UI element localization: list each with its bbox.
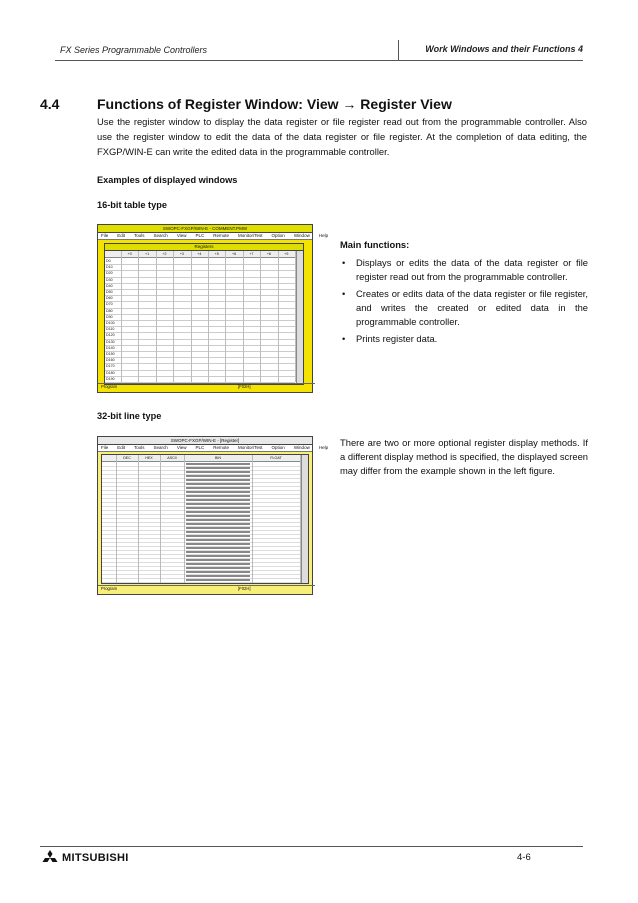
table32-menu-item[interactable]: Tools: [134, 445, 145, 450]
line-grid-value-placeholder: [186, 535, 250, 537]
table16-status-right: [F02H]: [238, 384, 251, 389]
header-left-title: FX Series Programmable Controllers: [60, 45, 208, 55]
examples-heading: Examples of displayed windows: [97, 175, 238, 185]
table32-menu-item[interactable]: Edit: [117, 445, 126, 450]
grid-col-line: [278, 251, 279, 382]
grid-row-label: D190: [106, 376, 115, 381]
table16-menu-item[interactable]: Tools: [134, 233, 145, 238]
table16-menu-item[interactable]: PLC: [195, 233, 205, 238]
grid-row-label: D10: [106, 265, 113, 270]
grid-col-line: [138, 251, 139, 382]
table32-client-area: [98, 452, 312, 594]
table16-status-text: Program: [101, 384, 118, 389]
line-grid-col-line: [252, 455, 253, 583]
line-grid-value-placeholder: [186, 527, 250, 529]
section-title: Functions of Register Window: View → Register View: [97, 96, 452, 112]
header-divider: [398, 40, 399, 60]
line-grid-value-placeholder: [186, 519, 250, 521]
main-function-item: • Prints register data.: [340, 332, 588, 346]
header-right-title: Work Windows and their Functions 4: [425, 44, 583, 54]
line-grid-value-placeholder: [186, 499, 250, 501]
line-grid-col-line: [160, 455, 161, 583]
table16-menu-item[interactable]: Search: [153, 233, 168, 238]
line-grid-col-line: [184, 455, 185, 583]
grid-col-line: [121, 251, 122, 382]
grid-row-label: D0: [106, 259, 111, 263]
table16-menu-item[interactable]: File: [101, 233, 109, 238]
table32-heading: 32-bit line type: [97, 411, 162, 421]
grid-row-line: [105, 264, 295, 265]
grid-row-line: [105, 295, 295, 296]
table32-menu-item[interactable]: PLC: [195, 445, 205, 450]
line-grid-value-placeholder: [186, 547, 250, 549]
grid-column-header: +8: [266, 252, 271, 256]
line-grid-value-placeholder: [186, 483, 250, 485]
grid-row-label: D50: [106, 290, 113, 294]
grid-column-header: +2: [162, 252, 167, 256]
grid-col-line: [260, 251, 261, 382]
main-function-item: • Displays or edits the data of the data register or file register read out from the programmable controller.: [340, 256, 588, 284]
line-grid-column-header: DEC: [123, 456, 131, 460]
line-grid-value-placeholder: [186, 515, 250, 517]
grid-row-line: [105, 339, 295, 340]
grid-row-line: [105, 351, 295, 352]
main-function-item: • Creates or edits data of the data register or file register, and writes the created or edited data in the programmable controller.: [340, 287, 588, 329]
table32-titlebar: SWOPC-FXGP/WIN-E - [Register]: [98, 437, 312, 445]
register-16bit-screenshot: [97, 224, 329, 393]
line-grid-col-line: [138, 455, 139, 583]
line-grid-value-placeholder: [186, 539, 250, 541]
line-grid-column-header: BIN: [215, 456, 221, 460]
grid-row-line: [105, 357, 295, 358]
line-grid-value-placeholder: [186, 507, 250, 509]
line-grid-value-placeholder: [186, 575, 250, 577]
grid-col-line: [191, 251, 192, 382]
intro-paragraph: Use the register window to display the data register or file register read out from the programmable controller. Also use the register window to edit the data of the data register or file register. At the completion of data editing, the FXGP/WIN-E can write the edited data in the programmable controller.: [97, 116, 587, 157]
grid-column-header: +5: [214, 252, 219, 256]
grid-row-label: D80: [106, 308, 113, 313]
grid-column-header: +0: [127, 252, 132, 256]
line-grid-value-placeholder: [186, 531, 250, 533]
grid-row-label: D20: [106, 271, 113, 276]
table32-menu-item[interactable]: Window: [293, 445, 310, 450]
table32-menu-item[interactable]: Search: [153, 445, 168, 450]
line-grid-value-placeholder: [186, 487, 250, 489]
table16-menu-item[interactable]: Option: [271, 233, 285, 238]
grid-row-label: D170: [106, 364, 115, 369]
line-grid-value-placeholder: [186, 475, 250, 477]
grid-row-label: D140: [106, 345, 115, 350]
grid-row-label: D90: [106, 314, 113, 319]
grid-row-line: [105, 308, 295, 309]
line-grid-value-placeholder: [186, 543, 250, 545]
section-number: 4.4: [40, 96, 60, 112]
line-grid-column-header: ASCII: [167, 456, 177, 460]
table32-menu-item[interactable]: File: [101, 445, 109, 450]
grid-row-label: D120: [106, 333, 115, 338]
grid-row-label: D130: [106, 339, 115, 344]
table32-status-right: [F02H]: [238, 586, 251, 591]
grid-row-label: D110: [106, 327, 115, 332]
line-grid-value-placeholder: [186, 523, 250, 525]
line-grid-value-placeholder: [186, 567, 250, 569]
table32-menu-item[interactable]: View: [176, 445, 187, 450]
table32-menu-item[interactable]: Remote: [213, 445, 230, 450]
line-grid-value-placeholder: [186, 571, 250, 573]
grid-column-header: +1: [145, 252, 150, 256]
grid-col-line: [173, 251, 174, 382]
table16-titlebar: SWOPC-FXGP/WIN-E - COMMENT.PMW: [98, 225, 312, 233]
page-number: 4-6: [517, 852, 531, 863]
grid-row-line: [105, 270, 295, 271]
grid-column-header: +6: [232, 252, 237, 256]
line-grid-value-placeholder: [186, 495, 250, 497]
line-grid-value-placeholder: [186, 579, 250, 581]
grid-row-line: [105, 320, 295, 321]
table16-menubar: [98, 233, 329, 240]
grid-row-label: D100: [106, 321, 115, 325]
table32-status-text: Program: [101, 586, 118, 591]
grid-col-line: [208, 251, 209, 382]
table16-heading: 16-bit table type: [97, 200, 167, 210]
line-grid-value-placeholder: [186, 555, 250, 557]
grid-column-header: +3: [179, 252, 184, 256]
table16-menu-item[interactable]: Remote: [213, 233, 230, 238]
table32-menu-item[interactable]: Monitor/Test: [238, 445, 263, 450]
grid-row-line: [105, 332, 295, 333]
line-grid-scrollbar[interactable]: [301, 455, 308, 583]
table32-statusbar: [98, 585, 315, 592]
line-grid-value-placeholder: [186, 491, 250, 493]
table16-menu-item[interactable]: Edit: [117, 233, 126, 238]
grid-row-line: [105, 326, 295, 327]
grid-column-header: +9: [284, 252, 289, 256]
table16-menu-item[interactable]: Help: [318, 233, 329, 238]
grid-row-line: [105, 370, 295, 371]
grid-row-label: D160: [106, 358, 115, 363]
grid-row-line: [105, 376, 295, 377]
table32-menubar: [98, 445, 329, 452]
line-grid-value-placeholder: [186, 479, 250, 481]
table16-statusbar: [98, 383, 315, 390]
footer-rule: [40, 846, 583, 847]
grid-scrollbar[interactable]: [296, 251, 303, 383]
grid-row-label: D180: [106, 370, 115, 375]
three-diamonds-icon: [41, 850, 59, 866]
main-functions-block: [340, 238, 588, 346]
line-grid-col-line: [116, 455, 117, 583]
grid-row-line: [105, 289, 295, 290]
line-grid-row-line: [102, 582, 302, 583]
grid-row-line: [105, 363, 295, 364]
table16-menu-item[interactable]: Monitor/Test: [238, 233, 263, 238]
grid-row-line: [105, 301, 295, 302]
grid-row-label: D150: [106, 352, 115, 356]
header-rule: [55, 60, 583, 61]
table32-menu-item[interactable]: Option: [271, 445, 285, 450]
line-grid-value-placeholder: [186, 467, 250, 469]
table32-note: There are two or more optional register display methods. If a different display method is specified, the displayed screen may differ from the example shown in the left figure.: [340, 437, 588, 476]
main-functions-title: Main functions:: [340, 239, 410, 250]
register-line-grid: [101, 454, 309, 584]
line-grid-value-placeholder: [186, 563, 250, 565]
grid-column-header: +7: [249, 252, 254, 256]
grid-row-line: [105, 345, 295, 346]
table16-client-area: [98, 240, 312, 392]
grid-row-line: [105, 283, 295, 284]
grid-row-line: [105, 277, 295, 278]
mitsubishi-logo: [41, 850, 129, 866]
line-grid-column-header: HEX: [145, 456, 153, 460]
table32-menu-item[interactable]: Help: [318, 445, 329, 450]
table16-menu-item[interactable]: Window: [293, 233, 310, 238]
line-grid-value-placeholder: [186, 551, 250, 553]
register-32bit-screenshot: [97, 436, 329, 595]
grid-row-label: D30: [106, 277, 113, 282]
line-grid-value-placeholder: [186, 511, 250, 513]
brand-name: MITSUBISHI: [62, 852, 129, 864]
line-grid-value-placeholder: [186, 463, 250, 465]
grid-row-label: D60: [106, 296, 113, 301]
grid-column-header: +4: [197, 252, 202, 256]
grid-col-line: [225, 251, 226, 382]
grid-col-line: [243, 251, 244, 382]
grid-row-line: [105, 314, 295, 315]
line-grid-column-header: FLOAT: [270, 456, 282, 460]
registers-grid: [105, 251, 303, 383]
line-grid-value-placeholder: [186, 503, 250, 505]
line-grid-value-placeholder: [186, 559, 250, 561]
grid-col-line: [156, 251, 157, 382]
grid-row-label: D70: [106, 302, 113, 307]
table16-menu-item[interactable]: View: [176, 233, 187, 238]
registers-subwindow-title: Registers: [105, 244, 303, 251]
line-grid-value-placeholder: [186, 471, 250, 473]
registers-subwindow: [104, 243, 304, 385]
grid-row-label: D40: [106, 283, 113, 288]
